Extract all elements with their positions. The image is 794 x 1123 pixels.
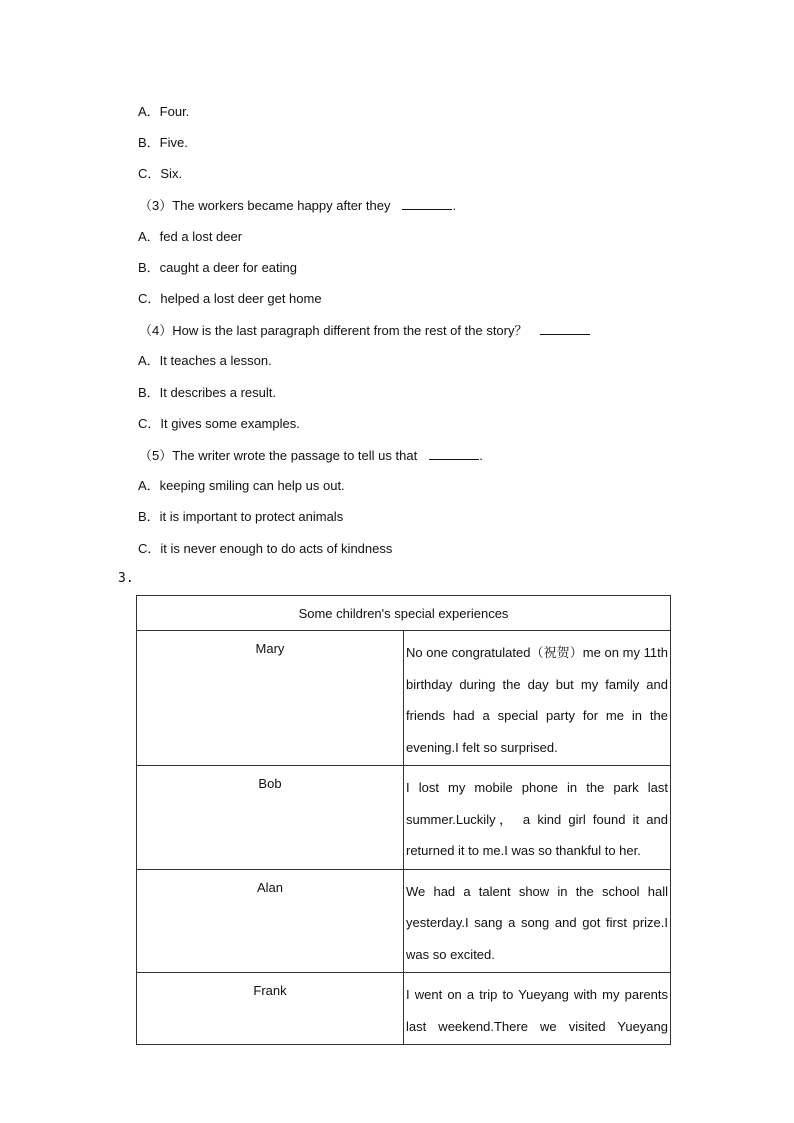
q4-answer-blank (540, 322, 590, 335)
q3-stem-line (139, 197, 456, 214)
child-name: Bob (137, 766, 404, 870)
experience-line: evening.I felt so surprised. (406, 739, 558, 755)
q5-stem-line (139, 447, 483, 464)
table-row (137, 766, 671, 870)
experience-line: summer.Luckily， a kind girl found it and (406, 811, 668, 827)
q3-option-b: B．caught a deer for eating (138, 260, 297, 275)
q3-stem-end: . (452, 198, 457, 213)
experience-line: was so excited. (406, 946, 495, 962)
child-name: Frank (137, 973, 404, 1045)
child-name: Mary (137, 631, 404, 766)
q4-option-b: B．It describes a result. (138, 385, 276, 400)
table-title-row (137, 596, 671, 631)
table-row (137, 869, 671, 973)
experience-line: I lost my mobile phone in the park last (406, 780, 668, 795)
q4-stem-line (139, 322, 590, 339)
q3-option-c: C．helped a lost deer get home (138, 291, 322, 306)
child-name: Alan (137, 869, 404, 973)
experience-text (404, 973, 671, 1045)
q3-answer-blank (402, 197, 452, 210)
experience-text (404, 631, 671, 766)
q5-stem-end: . (479, 448, 483, 463)
q2-option-b: B．Five. (138, 135, 188, 150)
table-title: Some children's special experiences (137, 596, 671, 631)
q2-option-c: C．Six. (138, 166, 183, 181)
experience-line: We had a talent show in the school hall (406, 883, 668, 899)
q5-option-a: A．keeping smiling can help us out. (138, 478, 345, 493)
question-3-number: 3. (118, 571, 134, 586)
table-row (137, 973, 671, 1045)
q4-option-c: C．It gives some examples. (138, 416, 300, 431)
experience-text (404, 869, 671, 973)
q4-option-a: A．It teaches a lesson. (138, 353, 272, 368)
experience-line: No one congratulated（祝贺）me on my 11th (406, 645, 668, 660)
experience-line: returned it to me.I was so thankful to her. (406, 843, 641, 858)
experience-line: friends had a special party for me in the (406, 708, 668, 723)
q5-option-c: C．it is never enough to do acts of kindness (138, 541, 393, 556)
q5-stem: （5）The writer wrote the passage to tell us that (139, 448, 418, 463)
q4-stem: （4）How is the last paragraph different from the rest of the story？ (139, 323, 528, 338)
q3-option-a: A．fed a lost deer (138, 229, 243, 244)
experiences-table (136, 595, 671, 1045)
q5-option-b: B．it is important to protect animals (138, 509, 344, 524)
experience-line: last weekend.There we visited Yueyang (406, 1018, 668, 1034)
experience-line: birthday during the day but my family and (406, 676, 668, 692)
experience-text (404, 766, 671, 870)
q2-option-a: A．Four. (138, 104, 190, 119)
q3-stem: （3）The workers became happy after they (139, 198, 391, 213)
experience-line: yesterday.I sang a song and got first prize.I (406, 915, 668, 930)
table-row (137, 631, 671, 766)
q5-answer-blank (429, 447, 479, 460)
experience-line: I went on a trip to Yueyang with my parents (406, 987, 668, 1002)
